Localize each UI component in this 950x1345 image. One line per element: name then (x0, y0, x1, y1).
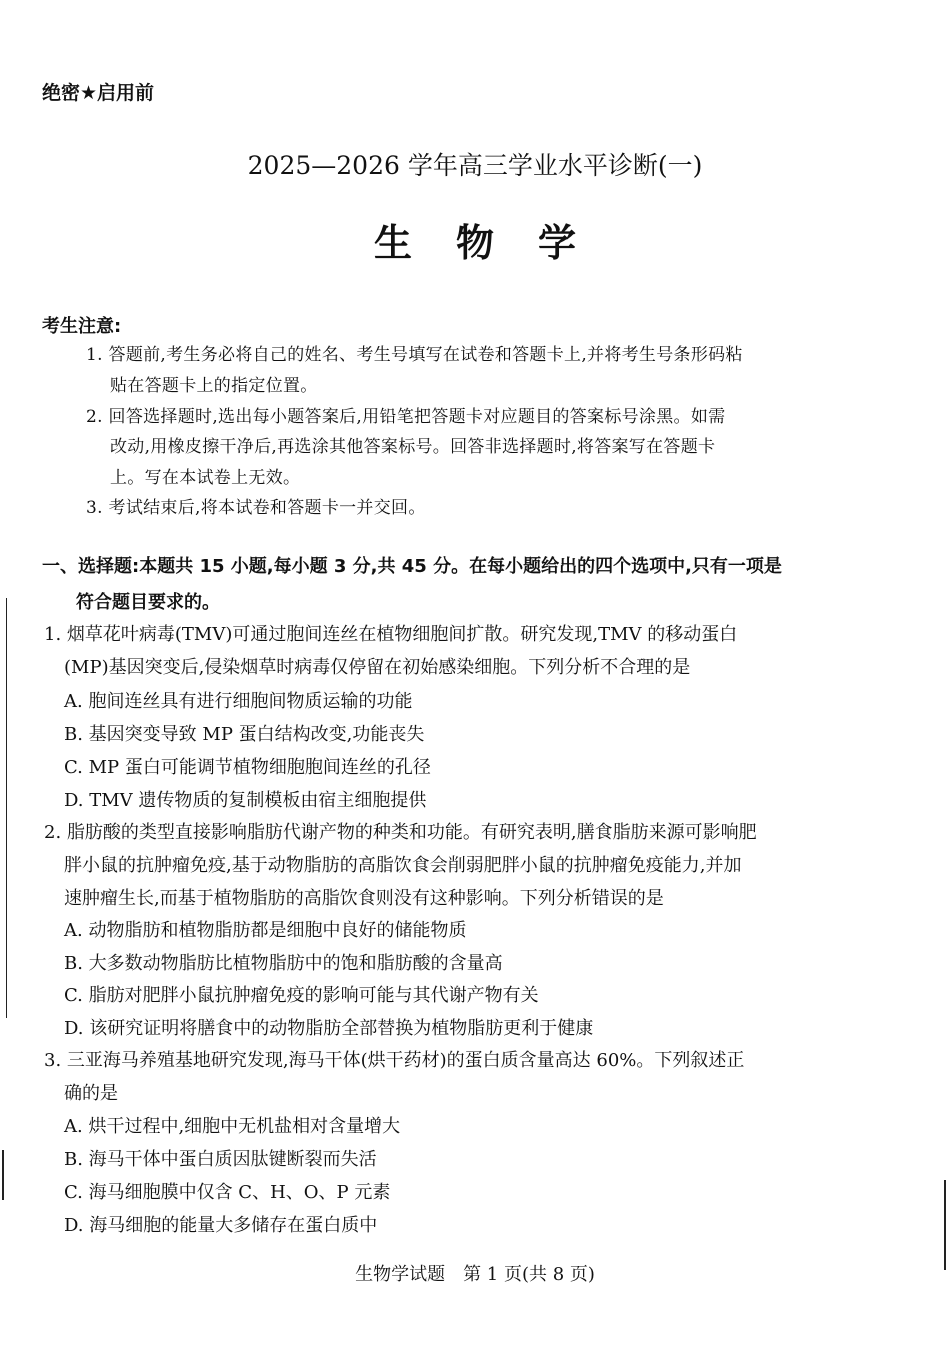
notice-item-2-line1: 2. 回答选择题时,选出每小题答案后,用铅笔把答题卡对应题目的答案标号涂黑。如需 (86, 407, 726, 427)
question-1-option-a: A. 胞间连丝具有进行细胞间物质运输的功能 (64, 691, 413, 712)
question-3-option-c: C. 海马细胞膜中仅含 C、H、O、P 元素 (64, 1182, 391, 1203)
question-3-option-a: A. 烘干过程中,细胞中无机盐相对含量增大 (64, 1116, 401, 1137)
question-2-option-c: C. 脂肪对肥胖小鼠抗肿瘤免疫的影响可能与其代谢产物有关 (64, 985, 539, 1006)
page-footer: 生物学试题 第 1 页(共 8 页) (355, 1264, 595, 1285)
question-1-line2: (MP)基因突变后,侵染烟草时病毒仅停留在初始感染细胞。下列分析不合理的是 (64, 657, 691, 678)
question-3-line1: 3. 三亚海马养殖基地研究发现,海马干体(烘干药材)的蛋白质含量高达 60%。下列叙述正 (44, 1050, 745, 1071)
scan-edge-mark-right (944, 1180, 946, 1270)
question-1-option-c: C. MP 蛋白可能调节植物细胞胞间连丝的孔径 (64, 757, 431, 778)
exam-title: 2025—2026 学年高三学业水平诊断(一) (247, 151, 703, 180)
scan-edge-mark-left (6, 598, 7, 1018)
question-1-option-d: D. TMV 遗传物质的复制模板由宿主细胞提供 (64, 790, 427, 811)
question-3-option-b: B. 海马干体中蛋白质因肽键断裂而失活 (64, 1149, 377, 1170)
question-2-line3: 速肿瘤生长,而基于植物脂肪的高脂饮食则没有这种影响。下列分析错误的是 (64, 888, 664, 909)
section-heading-line2: 符合题目要求的。 (76, 592, 220, 613)
notice-heading: 考生注意: (42, 316, 122, 337)
question-2-option-b: B. 大多数动物脂肪比植物脂肪中的饱和脂肪酸的含量高 (64, 953, 503, 974)
question-2-option-d: D. 该研究证明将膳食中的动物脂肪全部替换为植物脂肪更利于健康 (64, 1018, 594, 1039)
notice-item-1-line2: 贴在答题卡上的指定位置。 (110, 376, 318, 396)
question-2-line1: 2. 脂肪酸的类型直接影响脂肪代谢产物的种类和功能。有研究表明,膳食脂肪来源可影响肥 (44, 822, 757, 843)
question-2-line2: 胖小鼠的抗肿瘤免疫,基于动物脂肪的高脂饮食会削弱肥胖小鼠的抗肿瘤免疫能力,并加 (64, 855, 742, 876)
notice-item-2-line3: 上。写在本试卷上无效。 (110, 468, 301, 488)
question-3-line2: 确的是 (64, 1083, 118, 1104)
question-3-option-d: D. 海马细胞的能量大多储存在蛋白质中 (64, 1215, 378, 1236)
notice-item-2-line2: 改动,用橡皮擦干净后,再选涂其他答案标号。回答非选择题时,将答案写在答题卡 (110, 437, 716, 457)
question-1-line1: 1. 烟草花叶病毒(TMV)可通过胞间连丝在植物细胞间扩散。研究发现,TMV 的移动蛋白 (44, 624, 738, 645)
subject-title: 生物学 (373, 220, 620, 265)
notice-item-3-line1: 3. 考试结束后,将本试卷和答题卡一并交回。 (86, 498, 426, 518)
scan-edge-mark-left-lower (2, 1150, 4, 1200)
notice-item-1-line1: 1. 答题前,考生务必将自己的姓名、考生号填写在试卷和答题卡上,并将考生号条形码粘 (86, 345, 743, 365)
confidential-label: 绝密★启用前 (42, 82, 155, 104)
question-2-option-a: A. 动物脂肪和植物脂肪都是细胞中良好的储能物质 (64, 920, 467, 941)
question-1-option-b: B. 基因突变导致 MP 蛋白结构改变,功能丧失 (64, 724, 425, 745)
section-heading-line1: 一、选择题:本题共 15 小题,每小题 3 分,共 45 分。在每小题给出的四个选项中,只有一项是 (42, 556, 782, 577)
